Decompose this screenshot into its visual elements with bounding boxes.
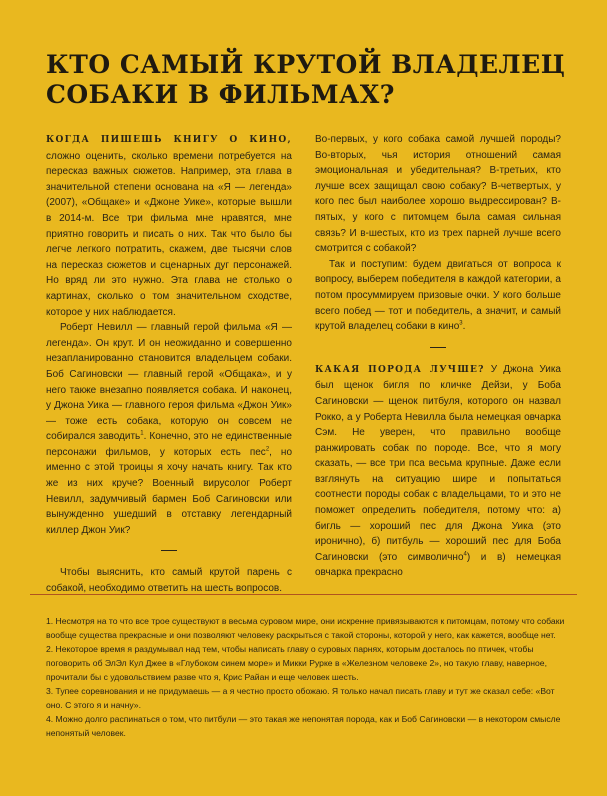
paragraph	[315, 362, 561, 581]
paragraph-text: сложно оценить, сколько времени потребуется на пересказ важных сюжетов. Например, эта глава в значительной степени основана на «Я — легенда» (2007), «Общаке» и «Джоне Уике», которые вышли в 2014-м. Все три фильма мне нравятся, мне приятно говорить и писать о них. Так что было бы легче легкого потратить, скажем, две тысячи слов на пересказ сюжетов и сценарных дуг персонажей. Но вряд ли это нужно. Эта глава не столько о картинах, сколько о том значительном сходстве, которое у них наблюдается.	[46, 150, 292, 318]
paragraph	[46, 132, 292, 320]
paragraph-text: У Джона Уика был щенок бигля по кличке Дейзи, у Боба Сагиновски — щенок питбуля, которого он назвал Рокко, а у Роберта Невилла была немецкая овчарка Сэм. Не уверен, что правильно вообще ранжировать собак по породе. Все, что я могу сказать, — все три пса весьма крупные. Даже если взглянуть на ситуацию шире и попытаться соотнести породы собак с владельцами, то и это не поможет определить победителя, потому что: а) бигль — хороший пес для Джона Уика (это иронично), б) питбуль — хороший пес для Боба Сагиновски (это символично	[315, 363, 561, 563]
footnotes	[46, 614, 566, 740]
paragraph	[46, 320, 292, 538]
section-divider	[161, 550, 177, 551]
footnote-ref[interactable]: 1	[140, 430, 144, 437]
paragraph-text: Роберт Невилл — главный герой фильма «Я — легенда». Он крут. И он неожиданно и совершенно незапланированно становится владельцем собаки. Боб Сагиновски — главный герой «Общака», и у него также внезапно появляется собака. И наконец, у Джона Уика — главного героя фильма «Джон Уик» — тоже есть собака, которую он совсем не собирался заводить	[46, 322, 292, 443]
paragraph-text: . Конечно, это не единственные персонажи фильмов, у которых есть пес	[46, 431, 292, 458]
left-column	[46, 132, 292, 597]
paragraph-text: ) и в) немецкая овчарка прекрасно	[315, 551, 562, 579]
paragraph	[46, 565, 292, 596]
paragraph-text: Так и поступим: будем двигаться от вопроса к вопросу, выберем победителя в каждой категории, а потом просуммируем призовые очки. У кого больше всего побед — тот и победитель, а значит, и самый крутой владелец собаки в кино	[315, 258, 561, 333]
footnote-divider	[30, 594, 577, 595]
paragraph-text: Чтобы выяснить, кто самый крутой парень с собакой, необходимо ответить на шесть вопросов.	[46, 567, 292, 595]
footnote-ref[interactable]: 4	[463, 551, 467, 558]
right-column	[315, 132, 561, 581]
footnote: 2. Некоторое время я раздумывал над тем, чтобы написать главу о суровых парнях, которым досталось по птичек, чтобы поговорить об ЭлЭл Кул Джее в «Глубоком синем море» и Микки Рурке в «Железном человеке 2», но такую главу, наверное, прочитали бы с удовольствием разве что я, Крис Райан и еще человек шесть.	[46, 644, 547, 682]
lead-in: КОГДА ПИШЕШЬ КНИГУ О КИНО,	[46, 135, 292, 145]
footnote: 1. Несмотря на то что все трое существуют в весьма суровом мире, они искренне привязываются к питомцам, потому что собаки вообще существа прекрасные и они позволяют человеку раскрыться с такой стороны, которой у него, как кажется, вообще нет.	[46, 616, 565, 640]
paragraph-text: .	[462, 321, 466, 333]
footnote: 4. Можно долго распинаться о том, что питбули — это такая же непонятая порода, как и Боб Сагиновски — в некотором смысле непонятый человек.	[46, 714, 561, 738]
section-heading: КАКАЯ ПОРОДА ЛУЧШЕ?	[315, 364, 485, 375]
section-divider	[430, 347, 446, 348]
footnote-ref[interactable]: 2	[265, 446, 270, 453]
footnote: 3. Тупее соревнования и не придумаешь — а я честно просто обожаю. Я только начал писать главу и тут же сказал себе: «Вот оно. С этого я и начну».	[46, 686, 555, 710]
paragraph-text: Во-первых, у кого собака самой лучшей породы? Во-вторых, чья история отношений самая эмоциональная и убедительная? В-третьих, кто лучше всех защищал свою собаку? В-четвертых, у кого пес был наиболее хорошо выдрессирован? В-пятых, у кого с питомцем была самая сильная связь? И в-шестых, кто из трех парней лучше всего смотрится с собакой?	[315, 134, 561, 255]
paragraph	[315, 257, 561, 335]
paragraph	[315, 132, 561, 257]
paragraph-text: , но именно с этой троицы я хочу начать книгу. Так кто же из них круче? Военный вирусолог Роберт Невилл, задумчивый бармен Боб Сагиновски или вынужденно ушедший в отставку легендарный киллер Джон Уик?	[46, 446, 292, 536]
footnote-ref[interactable]: 3	[459, 320, 463, 327]
page-title: КТО САМЫЙ КРУТОЙ ВЛАДЕЛЕЦ СОБАКИ В ФИЛЬМАХ?	[46, 50, 566, 109]
